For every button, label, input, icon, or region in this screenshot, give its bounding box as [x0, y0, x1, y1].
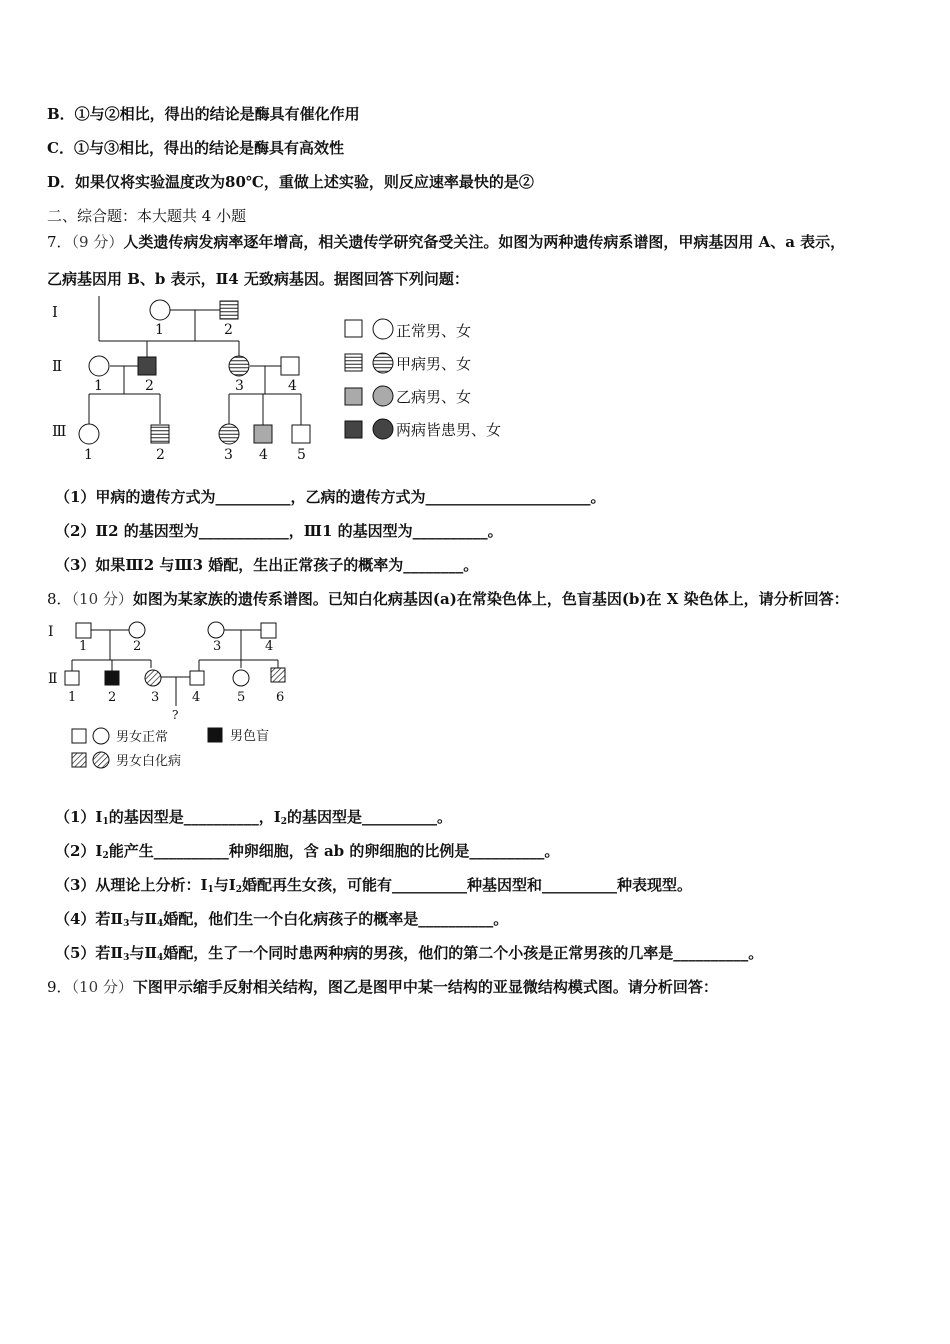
q8-pedigree-figure — [44, 616, 304, 776]
q8-i2-normal-female — [129, 622, 145, 638]
option-d: D．如果仅将实验温度改为80℃，重做上述实验，则反应速率最快的是② — [47, 173, 534, 191]
section-heading: 二、综合题：本大题共 4 小题 — [47, 207, 247, 225]
q7-legend-normal-male — [345, 320, 362, 337]
option-b: B．①与②相比，得出的结论是酶具有催化作用 — [47, 105, 360, 123]
q8-i4-label: 4 — [265, 639, 274, 654]
q7-ii2-both-male — [138, 357, 156, 375]
option-c: C．①与③相比，得出的结论是酶具有高效性 — [47, 139, 344, 157]
q7-legend-jia-female — [373, 353, 393, 373]
q8-i3-normal-female — [208, 622, 224, 638]
q8-i3-label: 3 — [213, 639, 222, 654]
q8-stem-text: 如图为某家族的遗传系谱图。已知白化病基因(a)在常染色体上，色盲基因(b)在 X 染色体上，请分析回答： — [132, 590, 849, 608]
q7-iii4-label: 4 — [259, 447, 268, 463]
q7-legend-both-text: 两病皆患男、女 — [396, 421, 502, 439]
q7-iii2-label: 2 — [156, 447, 165, 463]
q8-ii2-colorblind-male — [105, 671, 119, 685]
q8-ii1-label: 1 — [68, 690, 77, 705]
q8-sub3: （3）从理论上分析：$Ⅰ_1$与$Ⅰ_2$婚配再生女孩，可能有__________种基因型和__________种表现型。 — [55, 876, 693, 895]
q8-legend-albino-male — [72, 753, 86, 767]
q7-ii1-normal-female — [89, 356, 109, 376]
q8-sub1: $(1)Ⅰ_1$的基因型是__________，$Ⅰ_2$的基因型是__________。 — [55, 808, 453, 827]
q8-legend-normal-male — [72, 729, 86, 743]
q7-sub1: （1）甲病的遗传方式为__________，乙病的遗传方式为______________________。 — [55, 488, 606, 506]
q8-number: 8． — [47, 590, 72, 608]
q7-ii1-label: 1 — [94, 378, 103, 394]
q7-gen-3-label: Ⅲ — [52, 422, 67, 440]
q8-legend-albino-text: 男女白化病 — [116, 754, 182, 769]
q8-stem-line — [47, 588, 849, 609]
q7-iii4-yi-male — [254, 425, 272, 443]
q7-pedigree-figure — [44, 296, 524, 466]
q7-ii4-normal-male — [281, 357, 299, 375]
q7-iii1-label: 1 — [84, 447, 93, 463]
q8-gen-2-label: Ⅱ — [48, 671, 58, 687]
q8-ii5-normal-female — [233, 670, 249, 686]
q7-legend-yi-female — [373, 386, 393, 406]
q8-i2-label: 2 — [133, 639, 142, 654]
q7-iii3-label: 3 — [224, 447, 233, 463]
q9-stem-line — [47, 976, 718, 997]
q7-stem-line1 — [47, 231, 845, 252]
q7-i1-label: 1 — [155, 322, 164, 338]
q8-ii6-albino-male — [271, 668, 285, 682]
q7-legend-normal-female — [373, 319, 393, 339]
q9-stem-text: 下图甲示缩手反射相关结构，图乙是图甲中某一结构的亚显微结构模式图。请分析回答： — [132, 978, 718, 996]
q7-legend-both-female — [373, 419, 393, 439]
q7-ii3-label: 3 — [235, 378, 244, 394]
q8-unknown-child: ? — [172, 708, 179, 722]
q7-iii5-label: 5 — [297, 447, 306, 463]
q7-legend-jia-male — [345, 354, 362, 371]
q8-ii3-albino-female — [145, 670, 161, 686]
q8-sub2: $(2)Ⅰ_2$能产生__________种卵细胞，含 ab 的卵细胞的比例是__________。 — [55, 842, 560, 861]
q8-legend-albino-female — [93, 752, 109, 768]
q8-sub4: （4）若$Ⅱ_3$与$Ⅱ_4$婚配，他们生一个白化病孩子的概率是__________。 — [55, 910, 509, 929]
q7-legend-both-male — [345, 421, 362, 438]
q7-sub2: （2）Ⅱ2 的基因型为____________，Ⅲ1 的基因型为__________。 — [55, 522, 503, 540]
q8-i4-normal-male — [261, 623, 276, 638]
q7-i1-normal-female — [150, 300, 170, 320]
q7-iii1-normal-female — [79, 424, 99, 444]
q8-score: （10 分） — [71, 590, 133, 608]
q7-sub3: （3）如果Ⅲ2 与Ⅲ3 婚配，生出正常孩子的概率为________。 — [55, 556, 479, 574]
q7-stem-text: 人类遗传病发病率逐年增高，相关遗传学研究备受关注。如图为两种遗传病系谱图，甲病基因用 A、a 表示， — [123, 233, 846, 251]
q7-iii2-jia-male — [151, 425, 169, 443]
q7-ii3-jia-female — [229, 356, 249, 376]
q7-iii3-jia-female — [219, 424, 239, 444]
q7-score: （9 分） — [71, 233, 124, 251]
q8-gen-1-label: Ⅰ — [48, 624, 54, 640]
q8-i1-normal-male — [76, 623, 91, 638]
q8-ii6-label: 6 — [276, 690, 285, 705]
q7-legend-jia-text: 甲病男、女 — [396, 355, 472, 373]
q8-ii2-label: 2 — [108, 690, 117, 705]
q8-sub5: （5）若$Ⅱ_3$与$Ⅱ_4$婚配，生了一个同时患两种病的男孩，他们的第二个小孩是正常男孩的几率是__________。 — [55, 944, 764, 963]
q9-number: 9． — [47, 978, 72, 996]
q7-ii4-label: 4 — [288, 378, 297, 394]
q7-i2-jia-male — [220, 301, 238, 319]
q7-number: 7． — [47, 233, 72, 251]
q8-legend-colorblind-text: 男色盲 — [230, 729, 270, 744]
q7-legend-normal-text: 正常男、女 — [396, 322, 472, 340]
q7-iii5-normal-male — [292, 425, 310, 443]
q8-legend-normal-female — [93, 728, 109, 744]
q7-gen-1-label: Ⅰ — [52, 303, 58, 321]
q7-i2-label: 2 — [224, 322, 233, 338]
q9-score: （10 分） — [71, 978, 133, 996]
q8-ii1-normal-male — [65, 671, 79, 685]
q7-legend-yi-text: 乙病男、女 — [396, 388, 472, 406]
q8-ii5-label: 5 — [237, 690, 246, 705]
q7-ii2-label: 2 — [145, 378, 154, 394]
q8-i1-label: 1 — [79, 639, 88, 654]
q8-legend-normal-text: 男女正常 — [116, 730, 169, 745]
q7-gen-2-label: Ⅱ — [52, 357, 63, 375]
q8-legend-colorblind-male — [208, 728, 222, 742]
q8-ii4-normal-male — [190, 671, 204, 685]
q8-ii3-label: 3 — [151, 690, 160, 705]
q7-legend-yi-male — [345, 388, 362, 405]
q7-stem-line2: 乙病基因用 B、b 表示，Ⅱ4 无致病基因。据图回答下列问题： — [47, 270, 469, 288]
q8-ii4-label: 4 — [192, 690, 201, 705]
